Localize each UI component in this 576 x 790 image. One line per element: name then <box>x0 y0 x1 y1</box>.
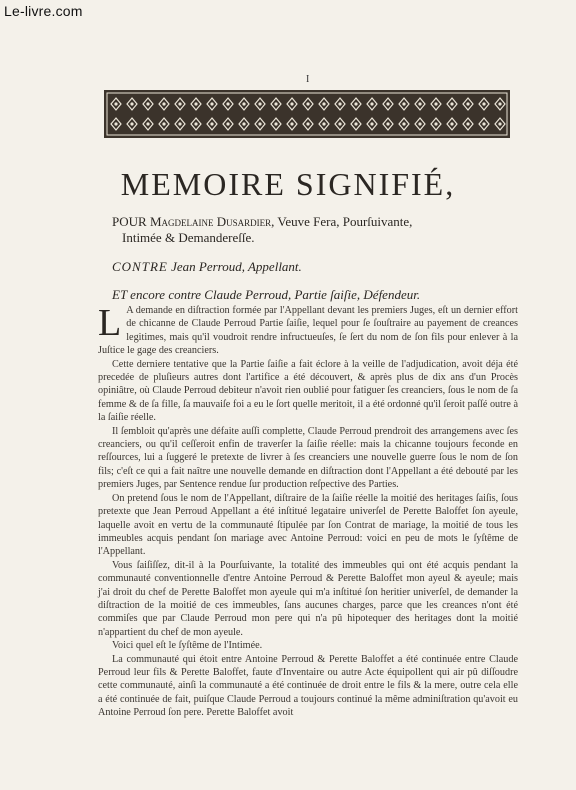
pour-rest: , Veuve Fera, Pourſuivante, <box>271 214 413 229</box>
ornament-dot <box>162 122 165 125</box>
ornament-dot <box>258 102 261 105</box>
page-title: MEMOIRE SIGNIFIÉ, <box>120 166 456 202</box>
ornament-dot <box>274 122 277 125</box>
ornament-dot <box>258 122 261 125</box>
ornament-dot <box>434 102 437 105</box>
ornament-dot <box>114 122 117 125</box>
pour-line-2: Intimée & Demandereſſe. <box>122 230 255 245</box>
ornament-dot <box>450 122 453 125</box>
ornament-dot <box>386 122 389 125</box>
ornament-dot <box>274 102 277 105</box>
pour-name: Magdelaine Dusardier <box>149 214 272 229</box>
paragraph-5: Vous ſaiſiſſez, dit-il à la Pourſuivante, la totalité des immeubles qui ont été acquis pendant la communauté conventionnelle d'entre Antoine Perroud & Perette Baloffet mon ayeul & ayeule; mais j'ai droit du chef de Perette Baloffet mon ayeule qui m'a inſtitué ſon heritier univerſel, de demander la diſtraction de la moitié de ces immeubles, ſans aucunes charges, parce que les creances n'ont été commiſes que par Claude Perroud mon pere qui n'a pû hipotequer des heritages dont la moitié n'appartient du chef de mon ayeule. <box>98 559 518 638</box>
ornament-dot <box>146 102 149 105</box>
ornament-dot <box>242 122 245 125</box>
ornament-dot <box>370 102 373 105</box>
paragraph-6: Voici quel eſt le ſyſtême de l'Intimée. <box>112 640 263 652</box>
ornament-dot <box>466 122 469 125</box>
ornament-dot <box>178 102 181 105</box>
ornament-dot <box>402 102 405 105</box>
ornament-dot <box>338 122 341 125</box>
contre-prefix: CONTRE <box>112 259 168 274</box>
ornament-dot <box>194 102 197 105</box>
ornament-dot <box>210 102 213 105</box>
page-number: I <box>306 74 310 85</box>
ornament-dot <box>210 122 213 125</box>
paragraph-1-text: A demande en diſtraction formée par l'Appellant devant les premiers Juges, eſt un dernier effort de chicanne de Claude Perroud Partie ſaiſie, lequel pour ſe ſouſtraire au payement de creances legitimes, mais qu'il voudroit rendre infructueuſes, ſe ſert du nom de ſon fils pour enlever à la Juſtice le gage des creanciers. <box>98 305 518 357</box>
contre-rest: Jean Perroud, Appellant. <box>171 259 302 274</box>
ornament-dot <box>450 102 453 105</box>
ornament-dot <box>306 122 309 125</box>
ornament-dot <box>402 122 405 125</box>
paragraph-2: Cette derniere tentative que la Partie ſaiſie a fait éclore à la veille de l'adjudication, avoit déja été precedée de pluſieurs autres dont l'artifice a été découvert, & après plus de dix ans d'un Procès opiniâtre, où Claude Perroud debiteur n'avoit rien oublié pour fatiguer ſes creanciers, ſous le nom de ſa femme & de ſa fille, ſa mauvaiſe foi a eu le ſort quelle meritoit, il a été ordonné qu'il ſeroit paſſé outre à la ſaiſie réelle. <box>98 358 518 424</box>
ornament-dot <box>354 122 357 125</box>
ornament-dot <box>338 102 341 105</box>
ornament-dot <box>194 122 197 125</box>
ornament-dot <box>162 102 165 105</box>
ornament-dot <box>482 102 485 105</box>
ornament-dot <box>434 122 437 125</box>
ornament-dot <box>226 122 229 125</box>
ornament-dot <box>418 102 421 105</box>
pour-prefix: POUR <box>112 214 147 229</box>
ornament-dot <box>242 102 245 105</box>
ornament-dot <box>322 102 325 105</box>
ornament-dot <box>306 102 309 105</box>
ornament-dot <box>466 102 469 105</box>
paragraph-4: On pretend ſous le nom de l'Appellant, diſtraire de la ſaiſie réelle la moitié des heritages ſaiſis, ſous pretexte que Jean Perroud Appellant a été inſtitué legataire univerſel de Perette Baloffet ſon ayeule, laquelle avoit en vertu de la communauté ſtipulée par ſon Contrat de mariage, la moitié de tous les immeubles acquis pendant ſon mariage avec Antoine Perroud: voici en peu de mots le ſyſtême de l'Appellant. <box>98 492 518 558</box>
ornament-dot <box>322 122 325 125</box>
ornament-dot <box>290 102 293 105</box>
ornament-dot <box>146 122 149 125</box>
ornament-dot <box>386 102 389 105</box>
ornament-dot <box>482 122 485 125</box>
ornament-dot <box>498 122 501 125</box>
ornament-dot <box>130 102 133 105</box>
ornamental-border <box>104 90 510 138</box>
encore-line: ET encore contre Claude Perroud, Partie ſaiſie, Défendeur. <box>112 287 421 302</box>
ornament-dot <box>290 122 293 125</box>
ornament-dot <box>226 102 229 105</box>
ornament-dot <box>114 102 117 105</box>
ornament-dot <box>354 102 357 105</box>
contre-line <box>112 259 302 275</box>
paragraph-3: Il ſembloit qu'après une défaite auſſi complette, Claude Perroud prendroit des arrangemens avec ſes creanciers, ou qu'il ceſſeroit enfin de traverſer la ſaiſie réelle: mais la chicanne toujours feconde en reſſources, lui a ſuggeré le pretexte de livrer à ſes creanciers une nouvelle guerre ſous le nom de ſon fils; c'eſt ce qui a fait naître une nouvelle demande en diſtraction dont l'Appellant a été debouté par les premiers Juges, par Sentence rendue ſur production reſpective des Parties. <box>98 425 518 491</box>
watermark: Le-livre.com <box>4 3 83 19</box>
pour-line <box>112 214 412 230</box>
ornament-dot <box>130 122 133 125</box>
ornament-dot <box>178 122 181 125</box>
body-text <box>98 304 518 720</box>
ornament-dot <box>418 122 421 125</box>
paragraph-1 <box>98 304 518 358</box>
ornament-dot <box>498 102 501 105</box>
ornament-dot <box>370 122 373 125</box>
drop-cap: L <box>98 302 122 344</box>
paragraph-7: La communauté qui étoit entre Antoine Perroud & Perette Baloffet a été continuée entre Claude Perroud leur fils & Perette Baloffet, faute d'Inventaire ou autre Acte équipollent qui air pû diſſoudre cette communauté, ainſi la communauté a été continuée de droit entre le fils & la mere, outre cela elle a été continuée de fait, puiſque Claude Perroud a toujours continué la même adminiſtration qu'avoit eu Antoine Perroud ſon pere. Perette Baloffet avoit <box>98 653 518 719</box>
